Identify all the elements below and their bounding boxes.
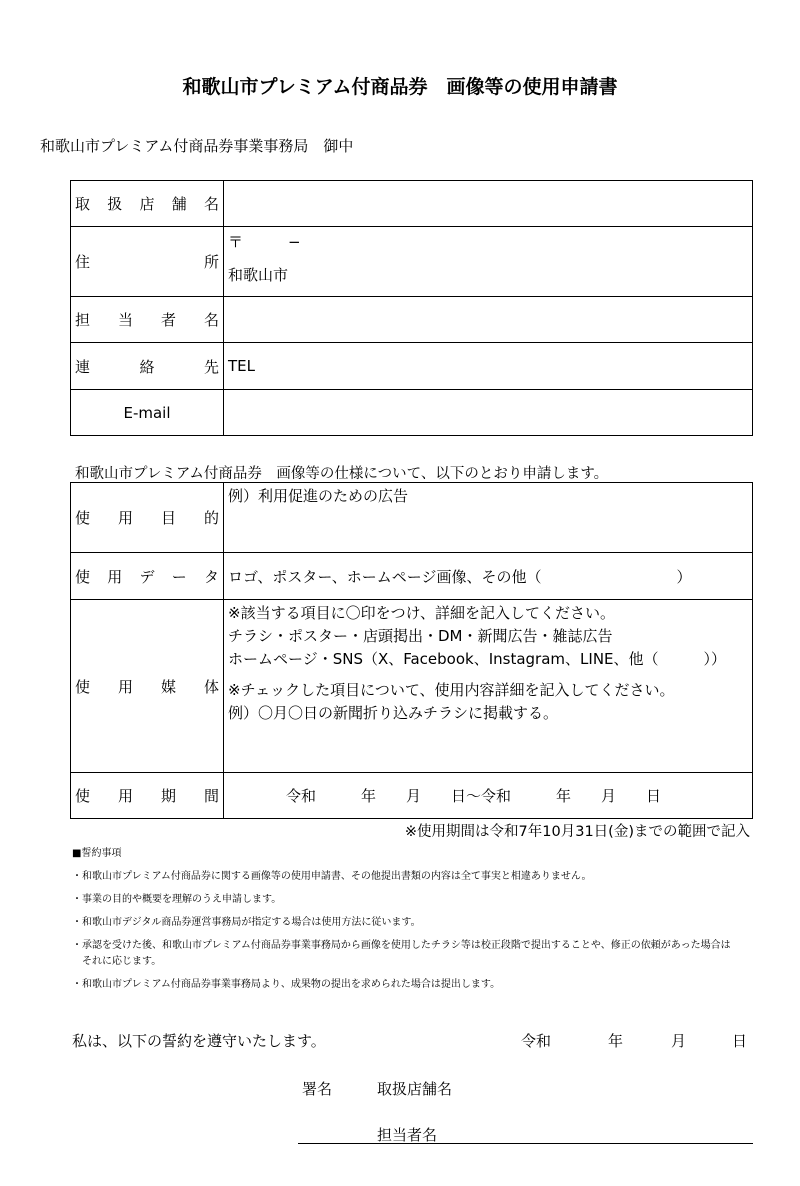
label-char: 使 [75,509,91,527]
period-field[interactable] [224,773,753,819]
signature-store-label: 取扱店舗名 [377,1080,453,1098]
label-char: 絡 [139,357,155,376]
email-field[interactable] [224,390,753,436]
pledge-statement: 私は、以下の誓約を遵守いたします。 [72,1032,326,1050]
period-note: ※使用期間は令和7年10月31日(金)までの範囲で記入 [404,824,750,840]
label-char: 住 [75,253,91,271]
media-instruction: ※該当する項目に〇印をつけ、詳細を記入してください。 [228,604,615,622]
date-month: 月 [671,1032,687,1050]
label-char: 舗 [171,195,187,213]
label-char: 名 [203,311,219,329]
postal-code: 〒 − [228,233,301,251]
date-day: 日 [732,1032,748,1050]
note-item: ・事業の目的や概要を理解のうえ申請します。 [72,894,282,905]
label-char: 扱 [107,195,123,213]
label-char: 者 [160,311,176,329]
label-char: 当 [117,311,133,329]
media-detail-instruction: ※チェックした項目について、使用内容詳細を記入してください。 [228,681,675,699]
period-label [71,773,224,819]
store-info-table [70,180,753,436]
media-options-2: ホームページ・SNS（X、Facebook、Instagram、LINE、他（ ）） [228,650,727,668]
purpose-field[interactable] [224,483,753,553]
store-name-label [71,181,224,227]
signature-label: 署名 [302,1080,333,1098]
label-char: 間 [203,787,219,805]
period-value: 令和 年 月 日〜令和 年 月 日 [286,787,662,805]
label-char: 用 [117,509,133,527]
contact-field[interactable]: TEL [224,343,753,390]
pledge-notes [72,848,731,1002]
signature-person-label: 担当者名 [377,1126,438,1144]
intro-text: 和歌山市プレミアム付商品券 画像等の仕様について、以下のとおり申請します。 [75,466,609,482]
person-label [71,297,224,343]
note-item: それに応じます。 [72,956,162,967]
label-char: タ [203,567,219,586]
date-era: 令和 [521,1032,552,1050]
label-char: 店 [139,195,155,213]
purpose-label [71,483,224,553]
signature-line[interactable] [298,1143,753,1144]
date-year: 年 [608,1032,624,1050]
usage-table [70,482,753,819]
address-field[interactable] [224,227,753,297]
label-char: 使 [75,677,91,696]
label-char: 取 [75,195,91,213]
label-char: ー [171,567,187,586]
label-char: 体 [203,677,219,696]
label-char: 使 [75,567,91,586]
label-char: 的 [203,509,219,527]
notes-heading: ■誓約事項 [72,848,122,859]
contact-label [71,343,224,390]
media-example: 例）〇月〇日の新聞折り込みチラシに掲載する。 [228,704,559,722]
label-char: デ [139,567,155,586]
media-options-1: チラシ・ポスター・店頭掲出・DM・新聞広告・雑誌広告 [228,627,613,645]
media-field[interactable] [224,600,753,773]
note-item: ・和歌山市デジタル商品券運営事務局が指定する場合は使用方法に従います。 [72,917,421,928]
label-char: 用 [117,677,133,696]
address-city: 和歌山市 [228,266,289,284]
note-item: ・承認を受けた後、和歌山市プレミアム付商品券事業事務局から画像を使用したチラシ等は校正段階で提出することや、修正の依頼があった場合は [72,940,731,951]
data-field[interactable]: ロゴ、ポスター、ホームページ画像、その他（ ） [224,553,753,600]
label-char: 用 [117,787,133,805]
label-char: 使 [75,787,91,805]
page-title: 和歌山市プレミアム付商品券 画像等の使用申請書 [182,76,618,98]
addressee: 和歌山市プレミアム付商品券事業事務局 御中 [40,137,354,155]
label-char: 名 [203,195,219,213]
label-char: 連 [75,357,91,376]
label-char: 所 [203,253,219,271]
store-name-field[interactable] [224,181,753,227]
media-label [71,600,224,773]
label-char: 先 [203,357,219,376]
purpose-example: 例）利用促進のための広告 [228,487,409,505]
note-item: ・和歌山市プレミアム付商品券事業事務局より、成果物の提出を求められた場合は提出します。 [72,979,501,990]
data-label [71,553,224,600]
person-field[interactable] [224,297,753,343]
email-label: E-mail [71,390,224,436]
label-char: 用 [107,567,123,586]
address-label [71,227,224,297]
label-char: 担 [75,311,91,329]
label-char: 目 [160,509,176,527]
label-char: 期 [160,787,176,805]
label-char: 媒 [160,677,176,696]
note-item: ・和歌山市プレミアム付商品券に関する画像等の使用申請書、その他提出書類の内容は全て事実と相違ありません。 [72,871,592,882]
